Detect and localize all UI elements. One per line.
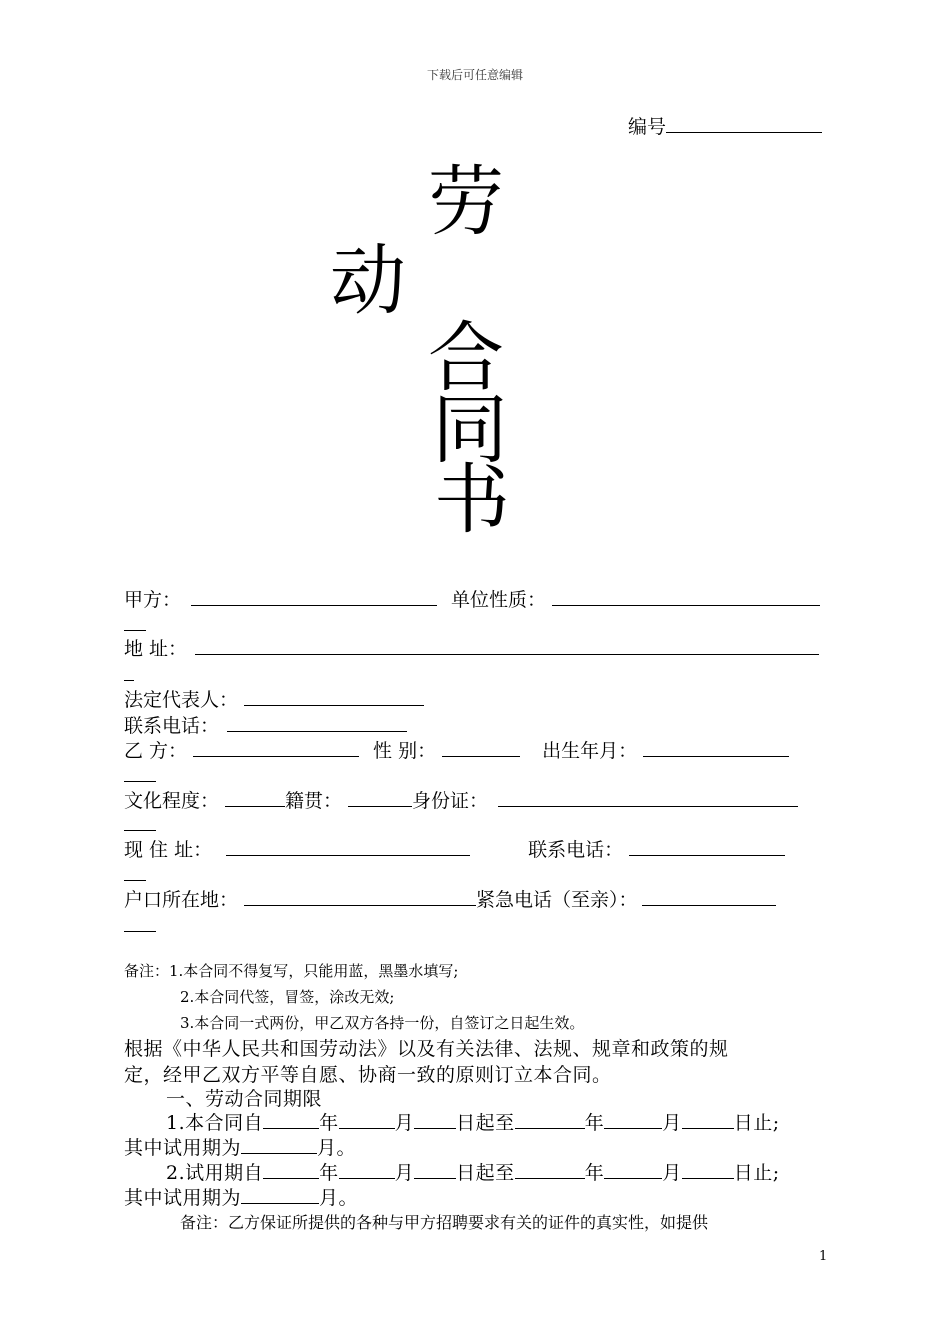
probation-months-blank-2[interactable] [241,1185,319,1204]
id-card-overflow-blank[interactable] [124,830,156,831]
unit-nature-label: 单位性质： [451,589,547,611]
title-char-tong: 同 [432,385,508,474]
item2-end-month-blank[interactable] [604,1160,662,1179]
probation-line-1 [124,1133,356,1160]
id-card-label: 身份证： [412,790,489,812]
item2-start-month-blank[interactable] [339,1160,395,1179]
number-blank[interactable] [666,114,822,133]
unit-nature-blank[interactable] [552,587,820,606]
hukou-blank[interactable] [244,887,476,906]
contract-number [628,112,822,139]
education-row [124,786,798,813]
note-line-1: 备注：1.本合同不得复写，只能用蓝，黑墨水填写; [124,962,459,980]
title-char-dong: 动 [330,236,406,325]
item1-end-day-blank[interactable] [682,1110,734,1129]
probation-prefix: 其中试用期为 [124,1187,242,1209]
birth-overflow-blank[interactable] [124,781,156,782]
birth-blank[interactable] [643,738,789,757]
phone-a-label: 联系电话： [124,715,220,737]
education-blank[interactable] [225,788,285,807]
number-label: 编号 [628,116,667,138]
party-a-overflow-blank[interactable] [124,630,146,631]
address-blank[interactable] [195,636,819,655]
item2-prefix: 2.试用期自 [166,1162,264,1184]
legal-rep-blank[interactable] [244,687,424,706]
emergency-overflow-blank[interactable] [124,931,156,932]
party-b-label: 乙 方： [124,740,188,762]
term-item-1 [166,1108,780,1135]
title-char-he: 合 [428,313,504,402]
phone-b-label: 联系电话： [528,839,624,861]
probation-suffix: 月。 [319,1187,359,1209]
download-note: 下载后可任意编辑 [426,68,523,82]
note-line-2: 2.本合同代签，冒签，涂改无效; [180,988,395,1006]
item1-prefix: 1.本合同自 [166,1112,264,1134]
native-place-blank[interactable] [348,788,412,807]
intro-line-1: 根据《中华人民共和国劳动法》以及有关法律、法规、规章和政策的规 [124,1038,729,1060]
phone-b-blank[interactable] [629,837,785,856]
note-line-3: 3.本合同一式两份，甲乙双方各持一份，自签订之日起生效。 [180,1014,585,1032]
residence-blank[interactable] [226,837,470,856]
phone-a-blank[interactable] [227,713,407,732]
emergency-blank[interactable] [642,887,776,906]
day-from-label: 日起至 [456,1162,515,1184]
page-number: 1 [819,1249,828,1264]
residence-label: 现 住 址： [124,839,213,861]
address-overflow-blank[interactable] [124,680,134,681]
year-label: 年 [584,1162,605,1184]
native-place-label: 籍贯： [285,790,343,812]
section-heading-term: 一、劳动合同期限 [166,1088,323,1110]
residence-row [124,835,785,862]
legal-rep-label: 法定代表人： [124,689,239,711]
item1-start-day-blank[interactable] [414,1110,456,1129]
item1-end-year-blank[interactable] [515,1110,585,1129]
phone-a-row [124,711,407,738]
id-card-blank[interactable] [498,788,798,807]
remark-line: 备注：乙方保证所提供的各种与甲方招聘要求有关的证件的真实性，如提供 [180,1213,709,1232]
item2-end-year-blank[interactable] [515,1160,585,1179]
party-b-blank[interactable] [193,738,359,757]
item2-end-day-blank[interactable] [682,1160,734,1179]
month-label: 月 [662,1162,682,1184]
emergency-label: 紧急电话（至亲）： [476,889,638,911]
item2-start-year-blank[interactable] [263,1160,319,1179]
address-label: 地 址： [124,638,188,660]
day-end-label: 日止; [733,1162,780,1184]
party-a-blank[interactable] [191,587,437,606]
address-row [124,634,819,661]
item1-start-month-blank[interactable] [339,1110,395,1129]
item1-end-month-blank[interactable] [604,1110,662,1129]
phone-b-overflow-blank[interactable] [124,880,146,881]
party-a-row [124,585,820,612]
intro-line-2: 定，经甲乙双方平等自愿、协商一致的原则订立本合同。 [124,1064,612,1086]
year-label: 年 [319,1162,339,1184]
gender-blank[interactable] [442,738,520,757]
legal-rep-row [124,685,424,712]
gender-label: 性 别： [373,740,437,762]
month-label: 月 [394,1112,415,1134]
party-a-label: 甲方： [124,589,182,611]
month-label: 月 [662,1112,682,1134]
year-label: 年 [584,1112,605,1134]
year-label: 年 [319,1112,339,1134]
probation-months-blank-1[interactable] [241,1135,317,1154]
hukou-label: 户口所在地： [124,889,239,911]
title-char-lao: 劳 [428,157,504,246]
probation-prefix: 其中试用期为 [124,1137,242,1159]
birth-label: 出生年月： [542,740,638,762]
party-b-row [124,736,789,763]
term-item-2 [166,1158,780,1185]
day-from-label: 日起至 [456,1112,515,1134]
day-end-label: 日止; [733,1112,780,1134]
probation-line-2 [124,1183,358,1210]
item2-start-day-blank[interactable] [414,1160,456,1179]
probation-suffix: 月。 [317,1137,357,1159]
education-label: 文化程度： [124,790,220,812]
hukou-row [124,885,776,912]
title-char-shu: 书 [434,455,510,544]
item1-start-year-blank[interactable] [263,1110,319,1129]
month-label: 月 [394,1162,415,1184]
